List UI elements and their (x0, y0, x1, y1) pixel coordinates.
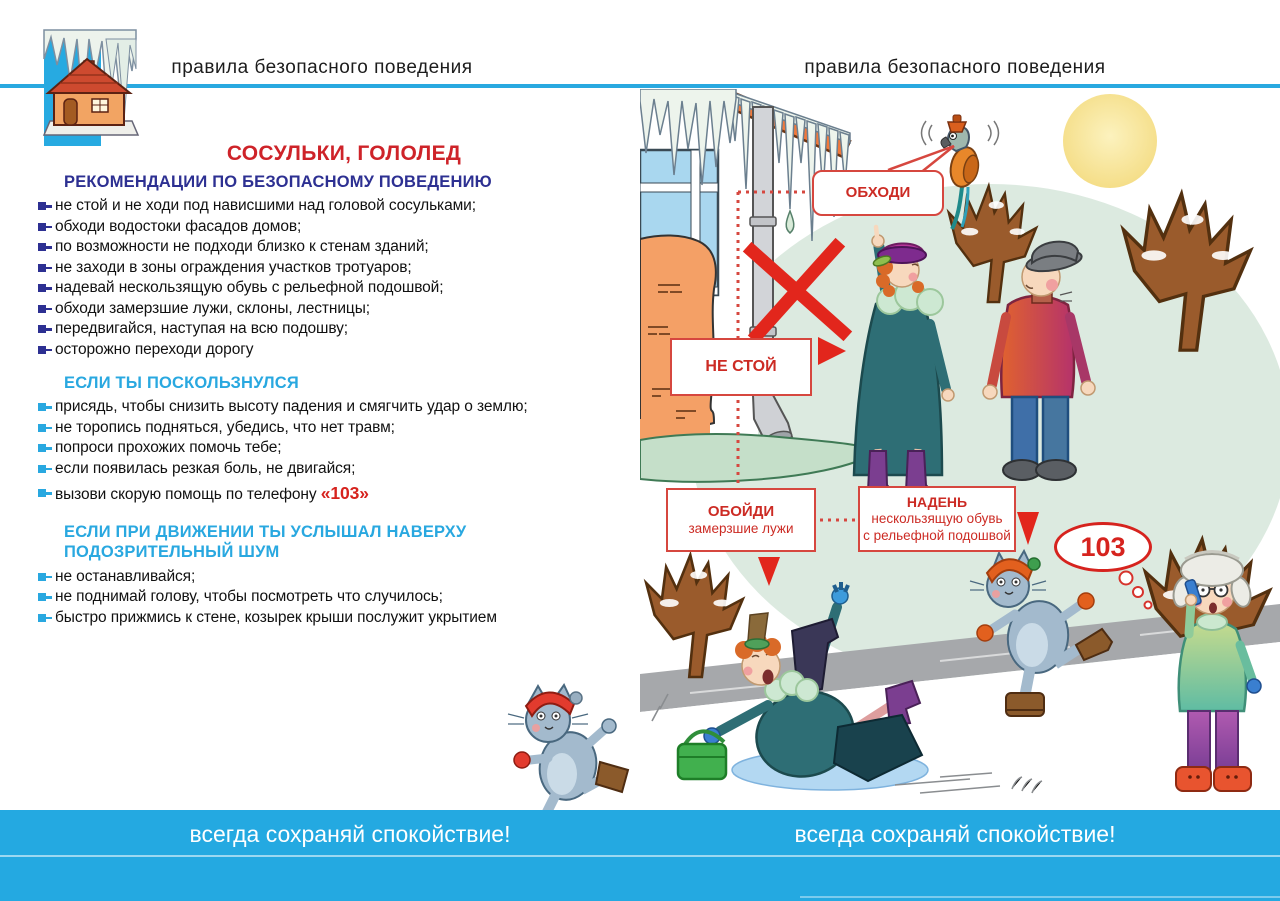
label-ne-stoy: НЕ СТОЙ (670, 338, 812, 396)
winter-safety-illustration (640, 89, 1280, 810)
safety-rule-item: если появилась резкая боль, не двигайся; (38, 459, 650, 480)
label-oboydi: ОБОЙДИ замерзшие лужи (666, 488, 816, 552)
house-icicles-icon (40, 25, 150, 155)
safety-rule-item: по возможности не подходи близко к стенам зданий; (38, 237, 650, 258)
page-header-left: правила безопасного поведения (171, 57, 473, 78)
small-cat (488, 666, 653, 834)
label-obkhodi: ОБХОДИ (812, 170, 944, 216)
safety-rule-item: попроси прохожих помочь тебе; (38, 438, 650, 459)
page-header-right: правила безопасного поведения (804, 57, 1106, 78)
safety-rule-item: надевай нескользящую обувь с рельефной подошвой; (38, 278, 650, 299)
label-naden: НАДЕНЬ нескользящую обувь с рельефной подошвой (858, 486, 1016, 552)
section2-heading: ЕСЛИ ТЫ ПОСКОЛЬЗНУЛСЯ (64, 374, 299, 392)
safety-rule-item: быстро прижмись к стене, козырек крыши послужит укрытием (38, 608, 650, 629)
safety-rule-item: присядь, чтобы снизить высоту падения и смягчить удар о землю; (38, 397, 650, 418)
phone-103-highlight: «103» (320, 483, 369, 503)
safety-rule-item-call-103: вызови скорую помощь по телефону «103» (38, 483, 650, 506)
safety-rule-item: передвигайся, наступая на всю подошву; (38, 319, 650, 340)
safety-rule-item: не стой и не ходи под нависшими над головой сосульками; (38, 196, 650, 217)
section1-list (38, 196, 650, 360)
section1-heading: РЕКОМЕНДАЦИИ ПО БЕЗОПАСНОМУ ПОВЕДЕНИЮ (64, 173, 492, 191)
safety-rule-item: не торопись подняться, убедись, что нет травм; (38, 418, 650, 439)
safety-text-column (38, 142, 650, 628)
safety-rule-item: не останавливайся; (38, 567, 650, 588)
section3-heading: ЕСЛИ ПРИ ДВИЖЕНИИ ТЫ УСЛЫШАЛ НАВЕРХУ ПОДОЗРИТЕЛЬНЫЙ ШУМ (64, 522, 467, 561)
safety-rule-item: осторожно переходи дорогу (38, 340, 650, 361)
footer-text-left: всегда сохраняй спокойствие! (189, 821, 511, 847)
safety-rule-item: обходи замерзшие лужи, склоны, лестницы; (38, 299, 650, 320)
header-divider-line (0, 84, 1280, 88)
safety-rule-item: не поднимай голову, чтобы посмотреть что случилось; (38, 587, 650, 608)
safety-rule-item: обходи водостоки фасадов домов; (38, 217, 650, 238)
phone-103-bubble: 103 (1054, 522, 1152, 572)
footer-seam-line (0, 855, 1280, 857)
footer-edge-line (800, 896, 1280, 898)
sun (1063, 94, 1157, 188)
safety-rule-item: не заходи в зоны ограждения участков тротуаров; (38, 258, 650, 279)
section3-list (38, 567, 650, 629)
water-drop (786, 211, 794, 233)
tree (646, 555, 743, 677)
page-title: СОСУЛЬКИ, ГОЛОЛЕД (226, 142, 462, 165)
section2-list (38, 397, 650, 506)
footer-text-right: всегда сохраняй спокойствие! (794, 821, 1116, 847)
